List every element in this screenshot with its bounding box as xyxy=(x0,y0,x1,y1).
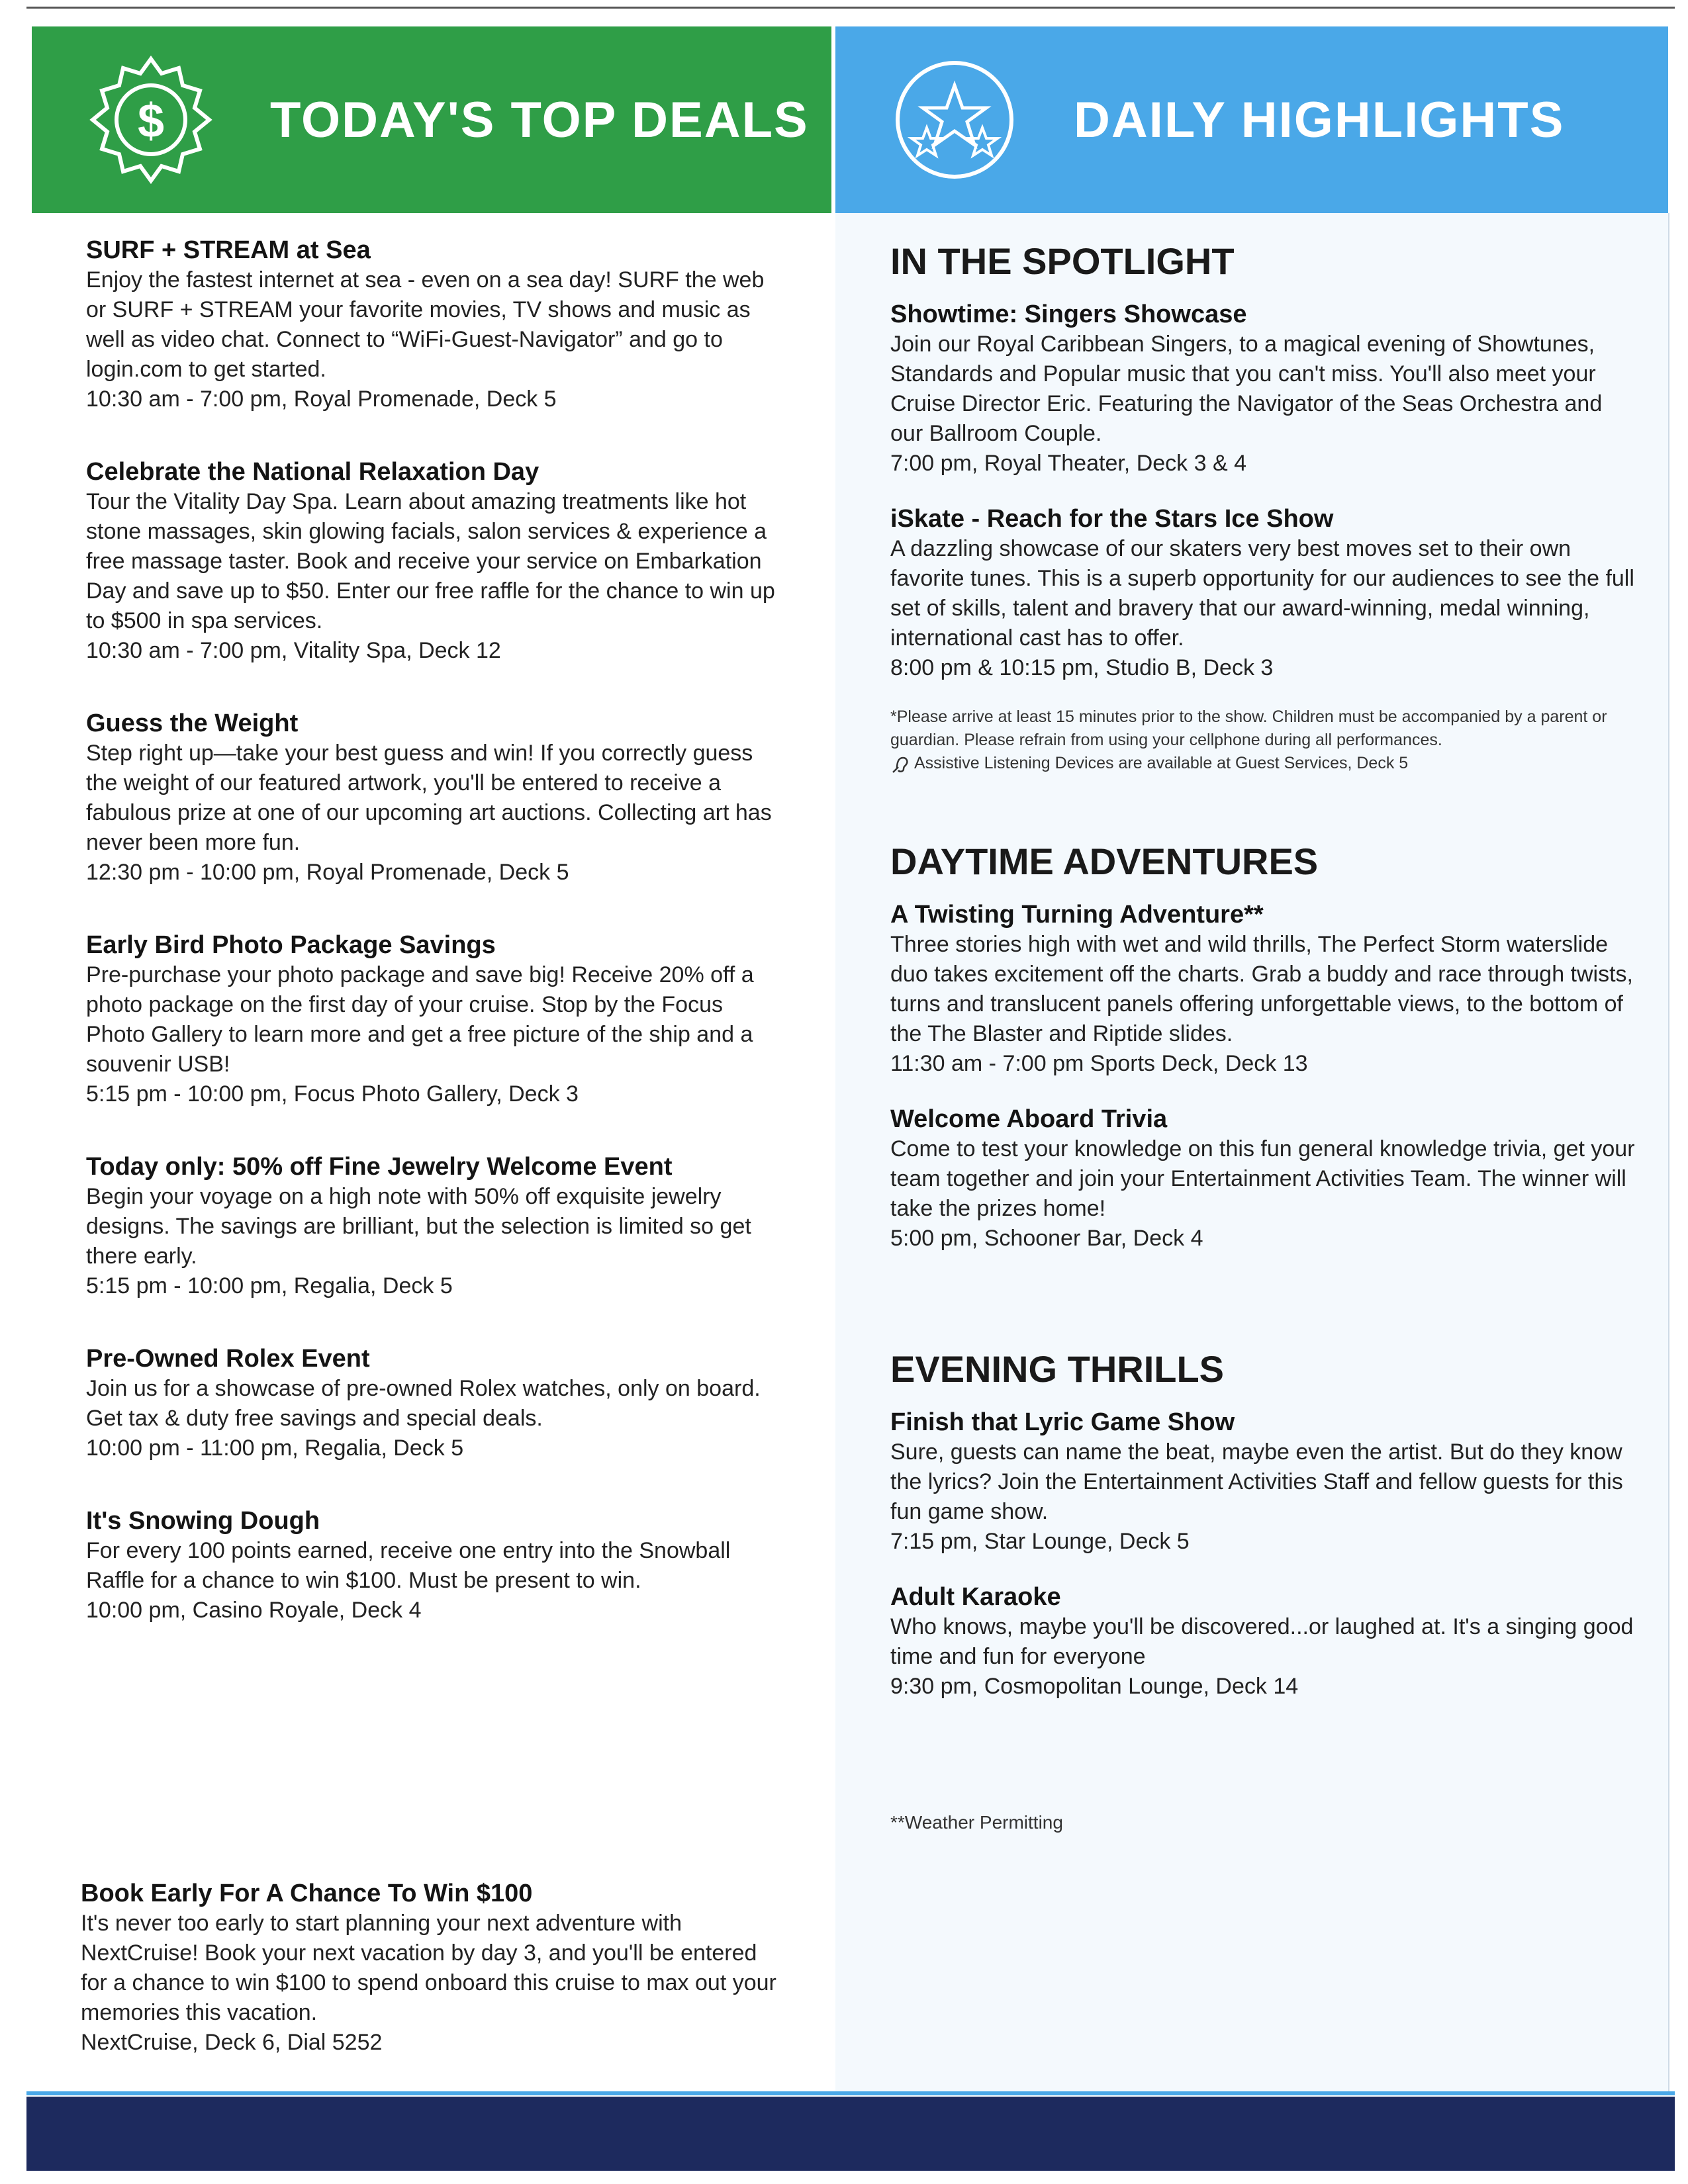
deal-item xyxy=(86,708,781,887)
event-title: Showtime: Singers Showcase xyxy=(890,300,1247,328)
event-time-location: 5:00 pm, Schooner Bar, Deck 4 xyxy=(890,1226,1203,1251)
event-title: Adult Karaoke xyxy=(890,1583,1061,1611)
event-time-location: 8:00 pm & 10:15 pm, Studio B, Deck 3 xyxy=(890,655,1274,680)
event-title: iSkate - Reach for the Stars Ice Show xyxy=(890,505,1334,533)
deal-item xyxy=(86,235,781,414)
deal-item xyxy=(86,1343,781,1463)
show-arrival-note: *Please arrive at least 15 minutes prior to the show. Children must be accompanied by a parent or guardian. Please refrain from using your cellphone during all performances. xyxy=(890,707,1607,749)
event-time-location: 9:30 pm, Cosmopolitan Lounge, Deck 14 xyxy=(890,1674,1299,1699)
deal-item xyxy=(86,1152,781,1301)
top-deals-title: TODAY'S TOP DEALS xyxy=(270,91,809,148)
spotlight-heading: IN THE SPOTLIGHT xyxy=(890,240,1235,282)
top-rule xyxy=(26,7,1675,9)
event-description: Come to test your knowledge on this fun general knowledge trivia, get your team together and join your Entertainment Activities Team. The winner will take the prizes home! xyxy=(890,1136,1635,1221)
event-description: Sure, guests can name the beat, maybe even the artist. But do they know the lyrics? Join the Entertainment Activities Staff and fellow guests for this fun game show. xyxy=(890,1439,1623,1524)
deal-title: Early Bird Photo Package Savings xyxy=(86,931,496,959)
deal-item xyxy=(86,457,781,666)
assistive-listening-text: Assistive Listening Devices are available at Guest Services, Deck 5 xyxy=(914,754,1409,772)
deal-item xyxy=(86,930,781,1109)
deal-time-location: 10:00 pm, Casino Royale, Deck 4 xyxy=(86,1598,422,1623)
footer-accent-line xyxy=(26,2091,1675,2095)
hearing-assist-icon xyxy=(890,754,910,774)
daily-highlights-banner xyxy=(835,26,1668,213)
deal-time-location: 10:30 am - 7:00 pm, Royal Promenade, Deck 5 xyxy=(86,387,557,412)
event-description: Three stories high with wet and wild thrills, The Perfect Storm waterslide duo takes excitement off the charts. Grab a buddy and race through twists, turns and translucent panels offering unforgettable views, to the bottom of the The Blaster and Riptide slides. xyxy=(890,932,1633,1046)
weather-note: **Weather Permitting xyxy=(890,1812,1063,1833)
daytime-heading: DAYTIME ADVENTURES xyxy=(890,841,1319,882)
deal-description: Tour the Vitality Day Spa. Learn about amazing treatments like hot stone massages, skin glowing facials, salon services & experience a free massage taster. Book and receive your service on Embarkation Day and save up to $50. Enter our free raffle for the chance to win up to $500 in spa services. xyxy=(86,489,775,633)
stars-badge-icon xyxy=(888,54,1021,186)
footer-bar xyxy=(26,2097,1675,2171)
deal-time-location: 12:30 pm - 10:00 pm, Royal Promenade, Deck 5 xyxy=(86,860,569,885)
deal-title: It's Snowing Dough xyxy=(86,1507,320,1535)
deal-time-location: 10:00 pm - 11:00 pm, Regalia, Deck 5 xyxy=(86,1435,464,1461)
event-title: Welcome Aboard Trivia xyxy=(890,1105,1168,1133)
deal-description: Step right up—take your best guess and win! If you correctly guess the weight of our featured artwork, you'll be entered to receive a fabulous prize at one of our upcoming art auctions. Collecting art has never been more fun. xyxy=(86,741,772,855)
dollar-badge-icon xyxy=(85,54,217,186)
deal-description: For every 100 points earned, receive one entry into the Snowball Raffle for a chance to win $100. Must be present to win. xyxy=(86,1538,731,1593)
deal-title: Today only: 50% off Fine Jewelry Welcome Event xyxy=(86,1153,673,1181)
deal-title: Guess the Weight xyxy=(86,709,299,737)
deal-description: Enjoy the fastest internet at sea - even on a sea day! SURF the web or SURF + STREAM your favorite movies, TV shows and music as well as video chat. Connect to “WiFi-Guest-Navigator” and go to login.com to get started. xyxy=(86,267,765,382)
daytime-item xyxy=(890,899,1638,1079)
event-time-location: 7:15 pm, Star Lounge, Deck 5 xyxy=(890,1529,1190,1554)
evening-item xyxy=(890,1407,1638,1557)
daily-highlights-title: DAILY HIGHLIGHTS xyxy=(1074,91,1565,148)
event-description: A dazzling showcase of our skaters very best moves set to their own favorite tunes. This is a superb opportunity for our audiences to see the full set of skills, talent and bravery that our award-winning, medal winning, international cast has to offer. xyxy=(890,536,1634,651)
deals-column xyxy=(86,235,781,1668)
daytime-item xyxy=(890,1104,1638,1253)
book-early-item xyxy=(81,1878,782,2058)
highlights-column xyxy=(890,238,1638,1727)
deal-time-location: 5:15 pm - 10:00 pm, Focus Photo Gallery, Deck 3 xyxy=(86,1081,579,1107)
deal-title: Pre-Owned Rolex Event xyxy=(86,1345,370,1373)
evening-item xyxy=(890,1582,1638,1702)
event-title: Finish that Lyric Game Show xyxy=(890,1408,1235,1436)
top-deals-banner xyxy=(32,26,831,213)
evening-heading: EVENING THRILLS xyxy=(890,1348,1225,1390)
event-description: Who knows, maybe you'll be discovered...or laughed at. It's a singing good time and fun for everyone xyxy=(890,1614,1634,1669)
svg-text:$: $ xyxy=(137,95,165,148)
event-time-location: 11:30 am - 7:00 pm Sports Deck, Deck 13 xyxy=(890,1051,1308,1076)
event-title: A Twisting Turning Adventure** xyxy=(890,901,1264,929)
deal-title: SURF + STREAM at Sea xyxy=(86,236,371,264)
book-early-location: NextCruise, Deck 6, Dial 5252 xyxy=(81,2030,383,2055)
book-early-description: It's never too early to start planning your next adventure with NextCruise! Book your next vacation by day 3, and you'll be entered for a chance to win $100 to spend onboard this cruise to max out your memories this vacation. xyxy=(81,1911,776,2025)
deal-time-location: 5:15 pm - 10:00 pm, Regalia, Deck 5 xyxy=(86,1273,453,1298)
event-time-location: 7:00 pm, Royal Theater, Deck 3 & 4 xyxy=(890,451,1246,476)
spotlight-item xyxy=(890,299,1638,478)
deal-item xyxy=(86,1506,781,1625)
deal-description: Pre-purchase your photo package and save big! Receive 20% off a photo package on the first day of your cruise. Stop by the Focus Photo Gallery to learn more and get a free picture of the ship and a souvenir USB! xyxy=(86,962,754,1077)
assistive-listening-note xyxy=(890,752,1638,775)
book-early-title: Book Early For A Chance To Win $100 xyxy=(81,1880,533,1907)
deal-time-location: 10:30 am - 7:00 pm, Vitality Spa, Deck 12 xyxy=(86,638,501,663)
spotlight-item xyxy=(890,504,1638,683)
deal-description: Join us for a showcase of pre-owned Rolex watches, only on board. Get tax & duty free savings and special deals. xyxy=(86,1376,761,1431)
deal-title: Celebrate the National Relaxation Day xyxy=(86,458,539,486)
event-description: Join our Royal Caribbean Singers, to a magical evening of Showtunes, Standards and Popular music that you can't miss. You'll also meet your Cruise Director Eric. Featuring the Navigator of the Seas Orchestra and our Ballroom Couple. xyxy=(890,332,1603,446)
deal-description: Begin your voyage on a high note with 50% off exquisite jewelry designs. The savings are brilliant, but the selection is limited so get there early. xyxy=(86,1184,751,1269)
